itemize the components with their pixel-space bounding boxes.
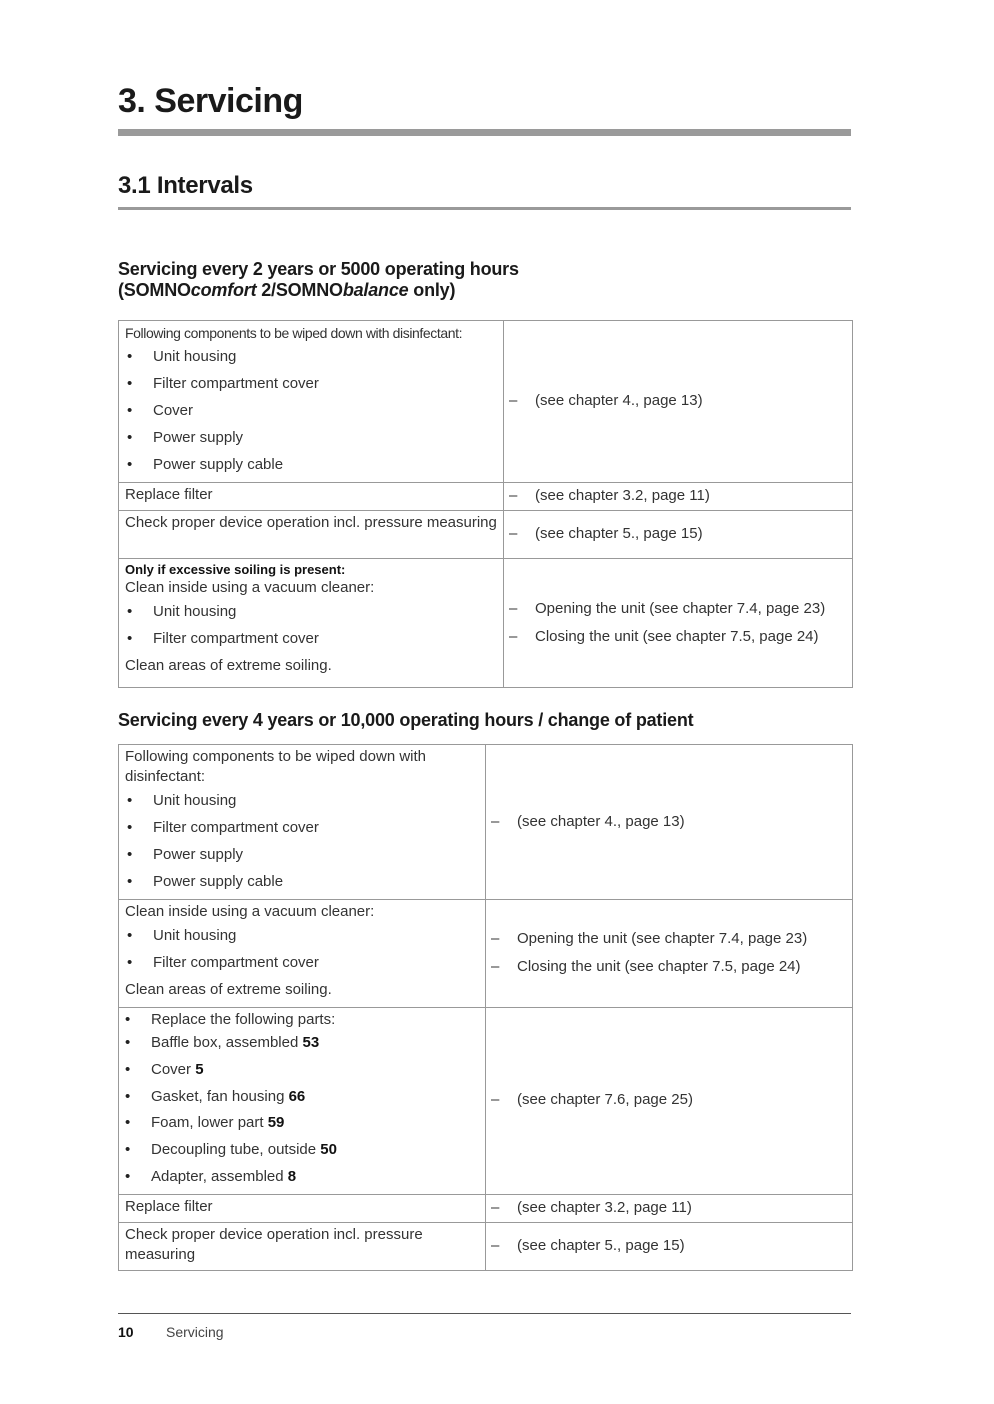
task-cell — [119, 745, 486, 900]
part-number: 50 — [320, 1141, 337, 1159]
reference-cell — [486, 1222, 853, 1270]
heading-part: (SOMNO — [118, 280, 191, 300]
reference-cell — [486, 1194, 853, 1222]
task-note: Only if excessive soiling is present: — [125, 562, 346, 577]
part-number: 5 — [195, 1060, 204, 1078]
reference: – (see chapter 4., page 13) — [509, 387, 846, 415]
heading-part-italic: comfort — [190, 280, 257, 300]
reference-cell — [504, 483, 853, 511]
part-number: 66 — [288, 1087, 306, 1105]
table-row — [119, 483, 853, 511]
part-label: Baffle box, assembled — [151, 1034, 303, 1051]
reference: – Opening the unit (see chapter 7.4, page 23) — [491, 925, 846, 953]
list-item: • Filter compartment cover — [125, 370, 497, 397]
table-row — [119, 1222, 853, 1270]
list-item — [125, 1010, 479, 1030]
part-label: Adapter, assembled — [151, 1167, 288, 1185]
list-item — [125, 1057, 479, 1084]
task-intro: Following components to be wiped down with disinfectant: — [125, 748, 427, 785]
part-label: Foam, lower part — [151, 1114, 268, 1132]
table-row — [119, 559, 853, 688]
block1-table — [118, 320, 853, 688]
task-cell: Check proper device operation incl. pressure measuring — [119, 511, 504, 559]
block1-heading — [118, 259, 519, 301]
table-row — [119, 900, 853, 1008]
list-item: • Cover — [125, 397, 497, 424]
block2-table — [118, 744, 853, 1271]
reference-cell — [504, 559, 853, 688]
part-label: Decoupling tube, outside — [151, 1141, 321, 1159]
list-item — [125, 1084, 479, 1111]
task-cell: Replace filter — [119, 483, 504, 511]
reference: – (see chapter 5., page 15) — [491, 1236, 846, 1256]
reference-cell — [504, 511, 853, 559]
page-number: 10 — [118, 1324, 134, 1340]
part-label: Gasket, fan housing — [151, 1087, 289, 1105]
section-title: 3.1 Intervals — [118, 172, 253, 199]
list-item: • Power supply cable — [125, 868, 479, 895]
list-item — [125, 1164, 479, 1191]
reference: – Closing the unit (see chapter 7.5, page 24) — [491, 953, 846, 981]
reference-cell — [486, 900, 853, 1008]
list-item: • Unit housing — [125, 922, 479, 949]
list-item: • Power supply — [125, 841, 479, 868]
table-row — [119, 745, 853, 900]
task-cell: Replace filter — [119, 1194, 486, 1222]
reference: – Closing the unit (see chapter 7.5, page 24) — [509, 623, 846, 651]
list-item: • Filter compartment cover — [125, 814, 479, 841]
list-item: • Unit housing — [125, 787, 479, 814]
block1-heading-line1: Servicing every 2 years or 5000 operating hours — [118, 259, 519, 279]
task-cell — [119, 1008, 486, 1195]
reference: – (see chapter 4., page 13) — [491, 808, 846, 836]
reference: – Opening the unit (see chapter 7.4, page 23) — [509, 595, 846, 623]
table-row — [119, 511, 853, 559]
reference-cell — [486, 1008, 853, 1195]
heading-part: only) — [408, 280, 456, 300]
heading-part: 2/SOMNO — [256, 280, 343, 300]
task-intro: Clean inside using a vacuum cleaner: — [125, 903, 375, 920]
part-label: Replace the following parts: — [151, 1011, 336, 1028]
heading-part-italic: balance — [342, 280, 409, 300]
footer-label: Servicing — [166, 1324, 224, 1340]
task-outro: Clean areas of extreme soiling. — [125, 981, 332, 998]
reference-cell — [504, 321, 853, 483]
footer-rule — [118, 1313, 851, 1314]
list-item: • Power supply — [125, 424, 497, 451]
list-item: • Unit housing — [125, 343, 497, 370]
list-item: • Filter compartment cover — [125, 949, 479, 976]
chapter-title: 3. Servicing — [118, 82, 303, 120]
task-intro: Clean inside using a vacuum cleaner: — [125, 579, 375, 596]
block2-heading: Servicing every 4 years or 10,000 operating hours / change of patient — [118, 710, 694, 730]
table-row — [119, 321, 853, 483]
table-row — [119, 1194, 853, 1222]
list-item — [125, 1030, 479, 1057]
list-item — [125, 1110, 479, 1137]
reference: – (see chapter 3.2, page 11) — [509, 486, 846, 506]
task-outro: Clean areas of extreme soiling. — [125, 657, 332, 674]
task-intro: Following components to be wiped down with disinfectant: — [125, 325, 463, 341]
part-number: 59 — [267, 1114, 285, 1132]
reference: – (see chapter 5., page 15) — [509, 524, 846, 544]
list-item: • Filter compartment cover — [125, 625, 497, 652]
reference: – (see chapter 7.6, page 25) — [491, 1086, 846, 1114]
task-cell — [119, 321, 504, 483]
section-rule — [118, 207, 851, 210]
reference: – (see chapter 3.2, page 11) — [491, 1198, 846, 1218]
task-cell: Check proper device operation incl. pressure measuring — [119, 1222, 486, 1270]
list-item: • Unit housing — [125, 598, 497, 625]
task-cell — [119, 900, 486, 1008]
reference-cell — [486, 745, 853, 900]
part-number: 53 — [302, 1034, 320, 1051]
task-cell — [119, 559, 504, 688]
table-row — [119, 1008, 853, 1195]
part-number: 8 — [287, 1167, 297, 1185]
chapter-rule — [118, 129, 851, 136]
list-item — [125, 1137, 479, 1164]
list-item: • Power supply cable — [125, 451, 497, 478]
part-label: Cover — [151, 1060, 196, 1078]
